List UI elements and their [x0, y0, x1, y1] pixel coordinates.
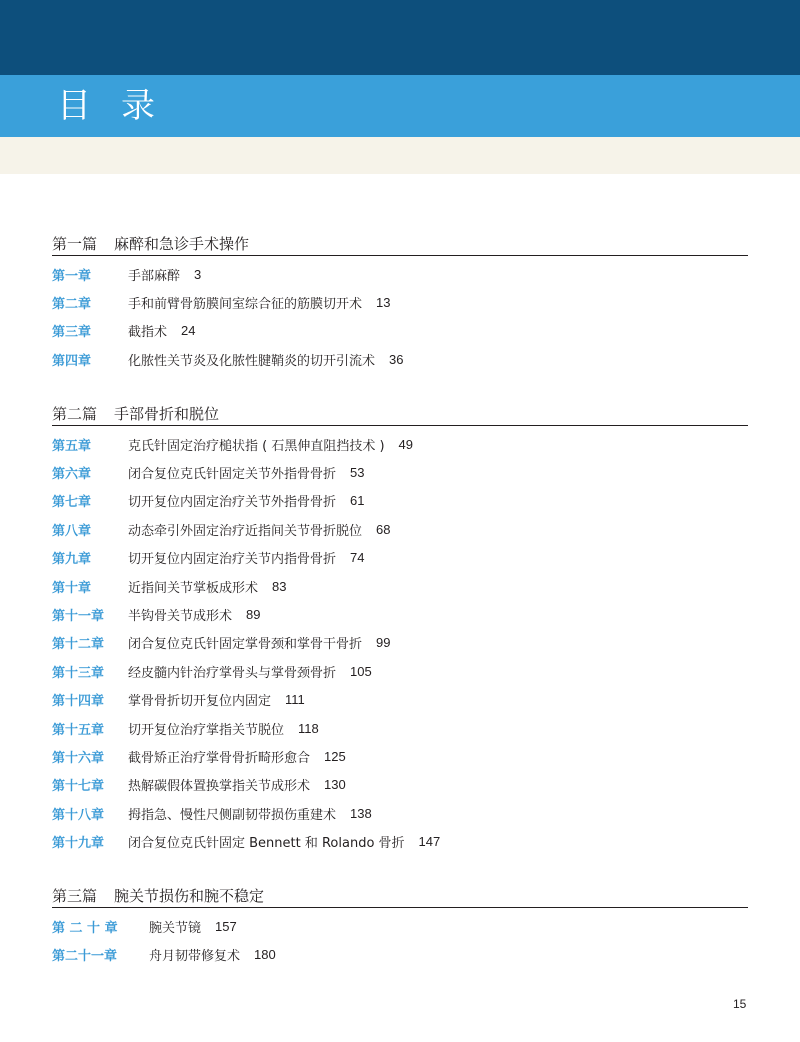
- chapter-title: 闭合复位克氏针固定掌骨颈和掌骨干骨折: [128, 637, 363, 653]
- chapter-page: 13: [376, 295, 391, 311]
- chapter-title: 截骨矫正治疗掌骨骨折畸形愈合: [128, 750, 311, 766]
- toc-entry[interactable]: [52, 657, 748, 685]
- chapter-list: [52, 430, 748, 856]
- chapter-label: 第三章: [52, 325, 92, 341]
- chapter-page: 74: [350, 550, 365, 566]
- toc-entry[interactable]: [52, 742, 748, 770]
- chapter-title: 舟月韧带修复术: [149, 949, 241, 965]
- toc-entry[interactable]: [52, 714, 748, 742]
- toc-entry[interactable]: [52, 827, 748, 855]
- chapter-label: 第二章: [52, 297, 92, 313]
- chapter-label: 第七章: [52, 495, 92, 511]
- chapter-title: 近指间关节掌板成形术: [128, 580, 259, 596]
- chapter-page: 61: [350, 493, 365, 509]
- toc-entry[interactable]: [52, 600, 748, 628]
- chapter-list: [52, 912, 748, 969]
- chapter-label: 第十九章: [52, 836, 105, 852]
- part-title: 腕关节损伤和腕不稳定: [114, 887, 265, 905]
- chapter-title: 切开复位治疗掌指关节脱位: [128, 722, 285, 738]
- chapter-title: 手部麻醉: [128, 268, 181, 284]
- toc-entry[interactable]: [52, 288, 748, 316]
- toc-entry[interactable]: [52, 317, 748, 345]
- chapter-page: 3: [194, 266, 202, 282]
- chapter-title: 手和前臂骨筋膜间室综合征的筋膜切开术: [128, 297, 363, 313]
- page-title: 目录: [57, 86, 185, 126]
- toc-entry[interactable]: [52, 544, 748, 572]
- chapter-page: 157: [215, 918, 237, 934]
- chapter-title: 化脓性关节炎及化脓性腱鞘炎的切开引流术: [128, 353, 376, 369]
- chapter-label: 第四章: [52, 353, 92, 369]
- chapter-page: 89: [246, 607, 261, 623]
- chapter-label: 第十八章: [52, 807, 105, 823]
- part-heading: [52, 234, 748, 256]
- part-heading: [52, 404, 748, 426]
- chapter-page: 36: [389, 351, 404, 367]
- chapter-page: 118: [298, 720, 319, 736]
- chapter-label: 第十六章: [52, 750, 105, 766]
- toc-entry[interactable]: [52, 912, 748, 940]
- part-label: 第一篇: [52, 235, 98, 253]
- toc-entry[interactable]: [52, 686, 748, 714]
- chapter-title: 拇指急、慢性尺侧副韧带损伤重建术: [128, 807, 337, 823]
- chapter-label: 第十二章: [52, 637, 105, 653]
- chapter-label: 第一章: [52, 268, 92, 284]
- chapter-label: 第二十一章: [52, 949, 118, 965]
- chapter-label: 第十四章: [52, 694, 105, 710]
- header-band-dark: [0, 0, 800, 75]
- part-label: 第二篇: [52, 405, 98, 423]
- chapter-page: 180: [254, 947, 276, 963]
- chapter-title: 闭合复位克氏针固定 Bennett 和 Rolando 骨折: [128, 836, 405, 852]
- header-band-cream: [0, 137, 800, 174]
- chapter-title: 截指术: [128, 325, 168, 341]
- chapter-title: 闭合复位克氏针固定关节外指骨骨折: [128, 467, 337, 483]
- toc-entry[interactable]: [52, 260, 748, 288]
- toc-entry[interactable]: [52, 430, 748, 458]
- toc-entry[interactable]: [52, 572, 748, 600]
- toc-entry[interactable]: [52, 487, 748, 515]
- chapter-label: 第十七章: [52, 779, 105, 795]
- chapter-label: 第八章: [52, 523, 92, 539]
- chapter-label: 第六章: [52, 467, 92, 483]
- chapter-label: 第 二 十 章: [52, 920, 118, 936]
- chapter-label: 第十章: [52, 580, 92, 596]
- toc-entry[interactable]: [52, 799, 748, 827]
- part-2: [52, 404, 748, 856]
- chapter-page: 130: [324, 777, 346, 793]
- toc-entry[interactable]: [52, 458, 748, 486]
- chapter-page: 49: [398, 436, 414, 452]
- toc-entry[interactable]: [52, 515, 748, 543]
- part-3: [52, 886, 748, 969]
- page-number: 15: [733, 997, 747, 1011]
- chapter-title: 腕关节镜: [149, 920, 202, 936]
- part-1: [52, 234, 748, 374]
- chapter-title: 切开复位内固定治疗关节外指骨骨折: [128, 495, 337, 511]
- chapter-title: 切开复位内固定治疗关节内指骨骨折: [128, 552, 337, 568]
- chapter-title: 经皮髓内针治疗掌骨头与掌骨颈骨折: [128, 665, 337, 681]
- chapter-label: 第五章: [52, 438, 92, 454]
- toc-entry[interactable]: [52, 940, 748, 968]
- chapter-page: 68: [376, 521, 391, 537]
- chapter-label: 第九章: [52, 552, 92, 568]
- chapter-page: 99: [376, 635, 391, 651]
- chapter-title: 半钩骨关节成形术: [128, 609, 233, 625]
- chapter-page: 83: [272, 578, 287, 594]
- part-title: 手部骨折和脱位: [114, 405, 220, 423]
- chapter-page: 53: [350, 465, 365, 481]
- chapter-label: 第十五章: [52, 722, 105, 738]
- chapter-page: 24: [181, 323, 196, 339]
- chapter-title: 热解碳假体置换掌指关节成形术: [128, 779, 311, 795]
- part-heading: [52, 886, 748, 908]
- part-label: 第三篇: [52, 887, 98, 905]
- chapter-page: 111: [285, 692, 305, 708]
- chapter-list: [52, 260, 748, 374]
- toc-entry[interactable]: [52, 345, 748, 373]
- chapter-title: 克氏针固定治疗槌状指 ( 石黑伸直阻挡技术 ): [128, 438, 385, 454]
- chapter-label: 第十三章: [52, 665, 105, 681]
- chapter-page: 105: [350, 663, 372, 679]
- chapter-label: 第十一章: [52, 609, 105, 625]
- chapter-page: 125: [324, 748, 346, 764]
- toc-entry[interactable]: [52, 771, 748, 799]
- chapter-page: 138: [350, 805, 372, 821]
- part-title: 麻醉和急诊手术操作: [114, 235, 250, 253]
- chapter-title: 掌骨骨折切开复位内固定: [128, 694, 272, 710]
- chapter-title: 动态牵引外固定治疗近指间关节骨折脱位: [128, 523, 363, 539]
- toc-entry[interactable]: [52, 629, 748, 657]
- chapter-page: 147: [418, 834, 441, 850]
